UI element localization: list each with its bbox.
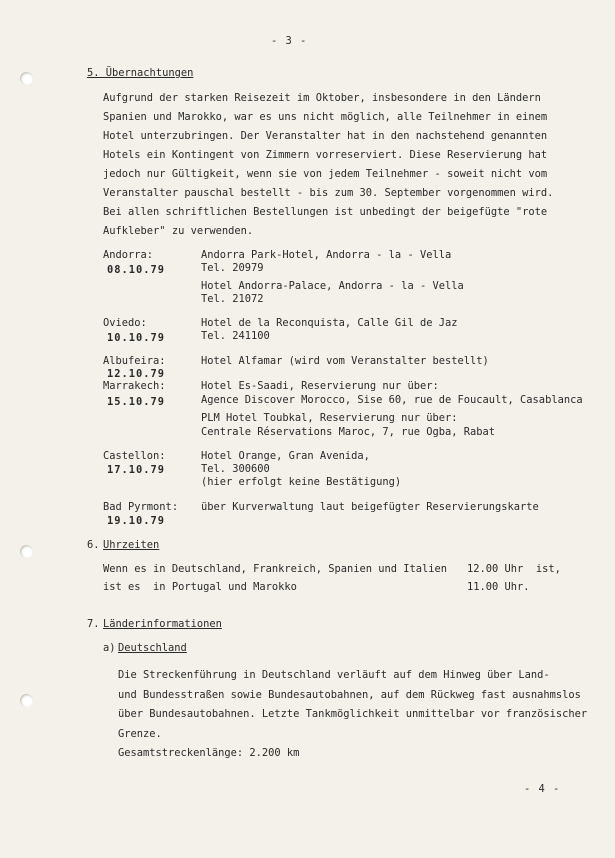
- time-row-value: 12.00 Uhr ist,: [467, 563, 561, 575]
- stay-line: PLM Hotel Toubkal, Reservierung nur über:: [201, 412, 458, 424]
- stay-line: Centrale Réservations Maroc, 7, rue Ogba, Rabat: [201, 426, 496, 438]
- page-number-bottom: - 4 -: [524, 783, 561, 795]
- stay-place: Castellon:: [103, 450, 166, 462]
- stay-place: Andorra:: [103, 249, 154, 261]
- stay-place: Marrakech:: [103, 380, 166, 392]
- section-7-number: 7.: [87, 618, 100, 630]
- stay-line: Andorra Park-Hotel, Andorra - la - Vella: [201, 249, 452, 261]
- stay-line: Tel. 21072: [201, 293, 264, 305]
- section-7-paragraph: [118, 666, 587, 764]
- paragraph-line: Die Streckenführung in Deutschland verläuft auf dem Hinweg über Land-: [118, 669, 550, 681]
- time-row-value: 11.00 Uhr.: [467, 581, 530, 593]
- time-row-text: ist es in Portugal und Marokko: [103, 581, 297, 593]
- punch-hole: [20, 545, 33, 558]
- section-6-number: 6.: [87, 539, 100, 551]
- paragraph-line: Hotels ein Kontingent von Zimmern vorreserviert. Diese Reservierung hat: [103, 149, 548, 161]
- section-5-heading: 5. Übernachtungen: [87, 67, 194, 79]
- stay-date: 15.10.79: [107, 396, 166, 408]
- stay-line: Agence Discover Morocco, Sise 60, rue de Foucault, Casablanca: [201, 394, 583, 406]
- stay-line: Tel. 300600: [201, 463, 270, 475]
- stay-line: Hotel Es-Saadi, Reservierung nur über:: [201, 380, 439, 392]
- stay-line: (hier erfolgt keine Bestätigung): [201, 476, 402, 488]
- paragraph-line: Veranstalter pauschal bestellt - bis zum 30. September vorgenommen wird.: [103, 187, 554, 199]
- paragraph-line: und Bundesstraßen sowie Bundesautobahnen, auf dem Rückweg fast ausnahmslos: [118, 688, 581, 701]
- paragraph-line: Aufgrund der starken Reisezeit im Oktober, insbesondere in den Ländern: [103, 92, 541, 104]
- punch-hole: [20, 72, 33, 85]
- stay-line: Hotel Andorra-Palace, Andorra - la - Vella: [201, 280, 464, 292]
- section-7-heading: Länderinformationen: [103, 618, 222, 630]
- stay-line: Tel. 241100: [201, 330, 270, 342]
- stay-place: Oviedo:: [103, 317, 147, 329]
- paragraph-line: Bei allen schriftlichen Bestellungen ist unbedingt der beigefügte "rote: [103, 206, 548, 218]
- paragraph-line: Hotel unterzubringen. Der Veranstalter hat in den nachstehend genannten: [103, 130, 548, 142]
- stay-place: Bad Pyrmont:: [103, 501, 179, 513]
- section-6-heading: Uhrzeiten: [103, 539, 160, 551]
- stay-date: 12.10.79: [107, 368, 166, 380]
- paragraph-line: Aufkleber" zu verwenden.: [103, 225, 254, 237]
- stay-date: 10.10.79: [107, 332, 166, 344]
- stay-date: 19.10.79: [107, 515, 166, 527]
- paragraph-line: Spanien und Marokko, war es uns nicht möglich, alle Teilnehmer in einem: [103, 111, 548, 123]
- stay-line: Hotel Orange, Gran Avenida,: [201, 450, 370, 462]
- stay-line: über Kurverwaltung laut beigefügter Reservierungskarte: [201, 501, 539, 513]
- stay-date: 17.10.79: [107, 464, 166, 476]
- stay-line: Hotel de la Reconquista, Calle Gil de Jaz: [201, 317, 458, 329]
- stay-line: Hotel Alfamar (wird vom Veranstalter bestellt): [201, 355, 489, 367]
- stay-line: Tel. 20979: [201, 262, 264, 274]
- time-row-text: Wenn es in Deutschland, Frankreich, Spanien und Italien: [103, 563, 448, 575]
- page-number-top: - 3 -: [271, 35, 308, 47]
- subsection-prefix: a): [103, 642, 116, 654]
- stay-place: Albufeira:: [103, 355, 166, 367]
- punch-hole: [20, 694, 33, 707]
- paragraph-line: Grenze.: [118, 727, 162, 740]
- subsection-heading: Deutschland: [118, 642, 187, 654]
- paragraph-line: Gesamtstreckenlänge: 2.200 km: [118, 747, 300, 759]
- paragraph-line: jedoch nur Gültigkeit, wenn sie von jedem Teilnehmer - soweit nicht vom: [103, 168, 548, 180]
- section-5-paragraph: [103, 89, 553, 241]
- paragraph-line: über Bundesautobahnen. Letzte Tankmöglichkeit unmittelbar vor französischer: [118, 708, 588, 720]
- stay-date: 08.10.79: [107, 264, 166, 276]
